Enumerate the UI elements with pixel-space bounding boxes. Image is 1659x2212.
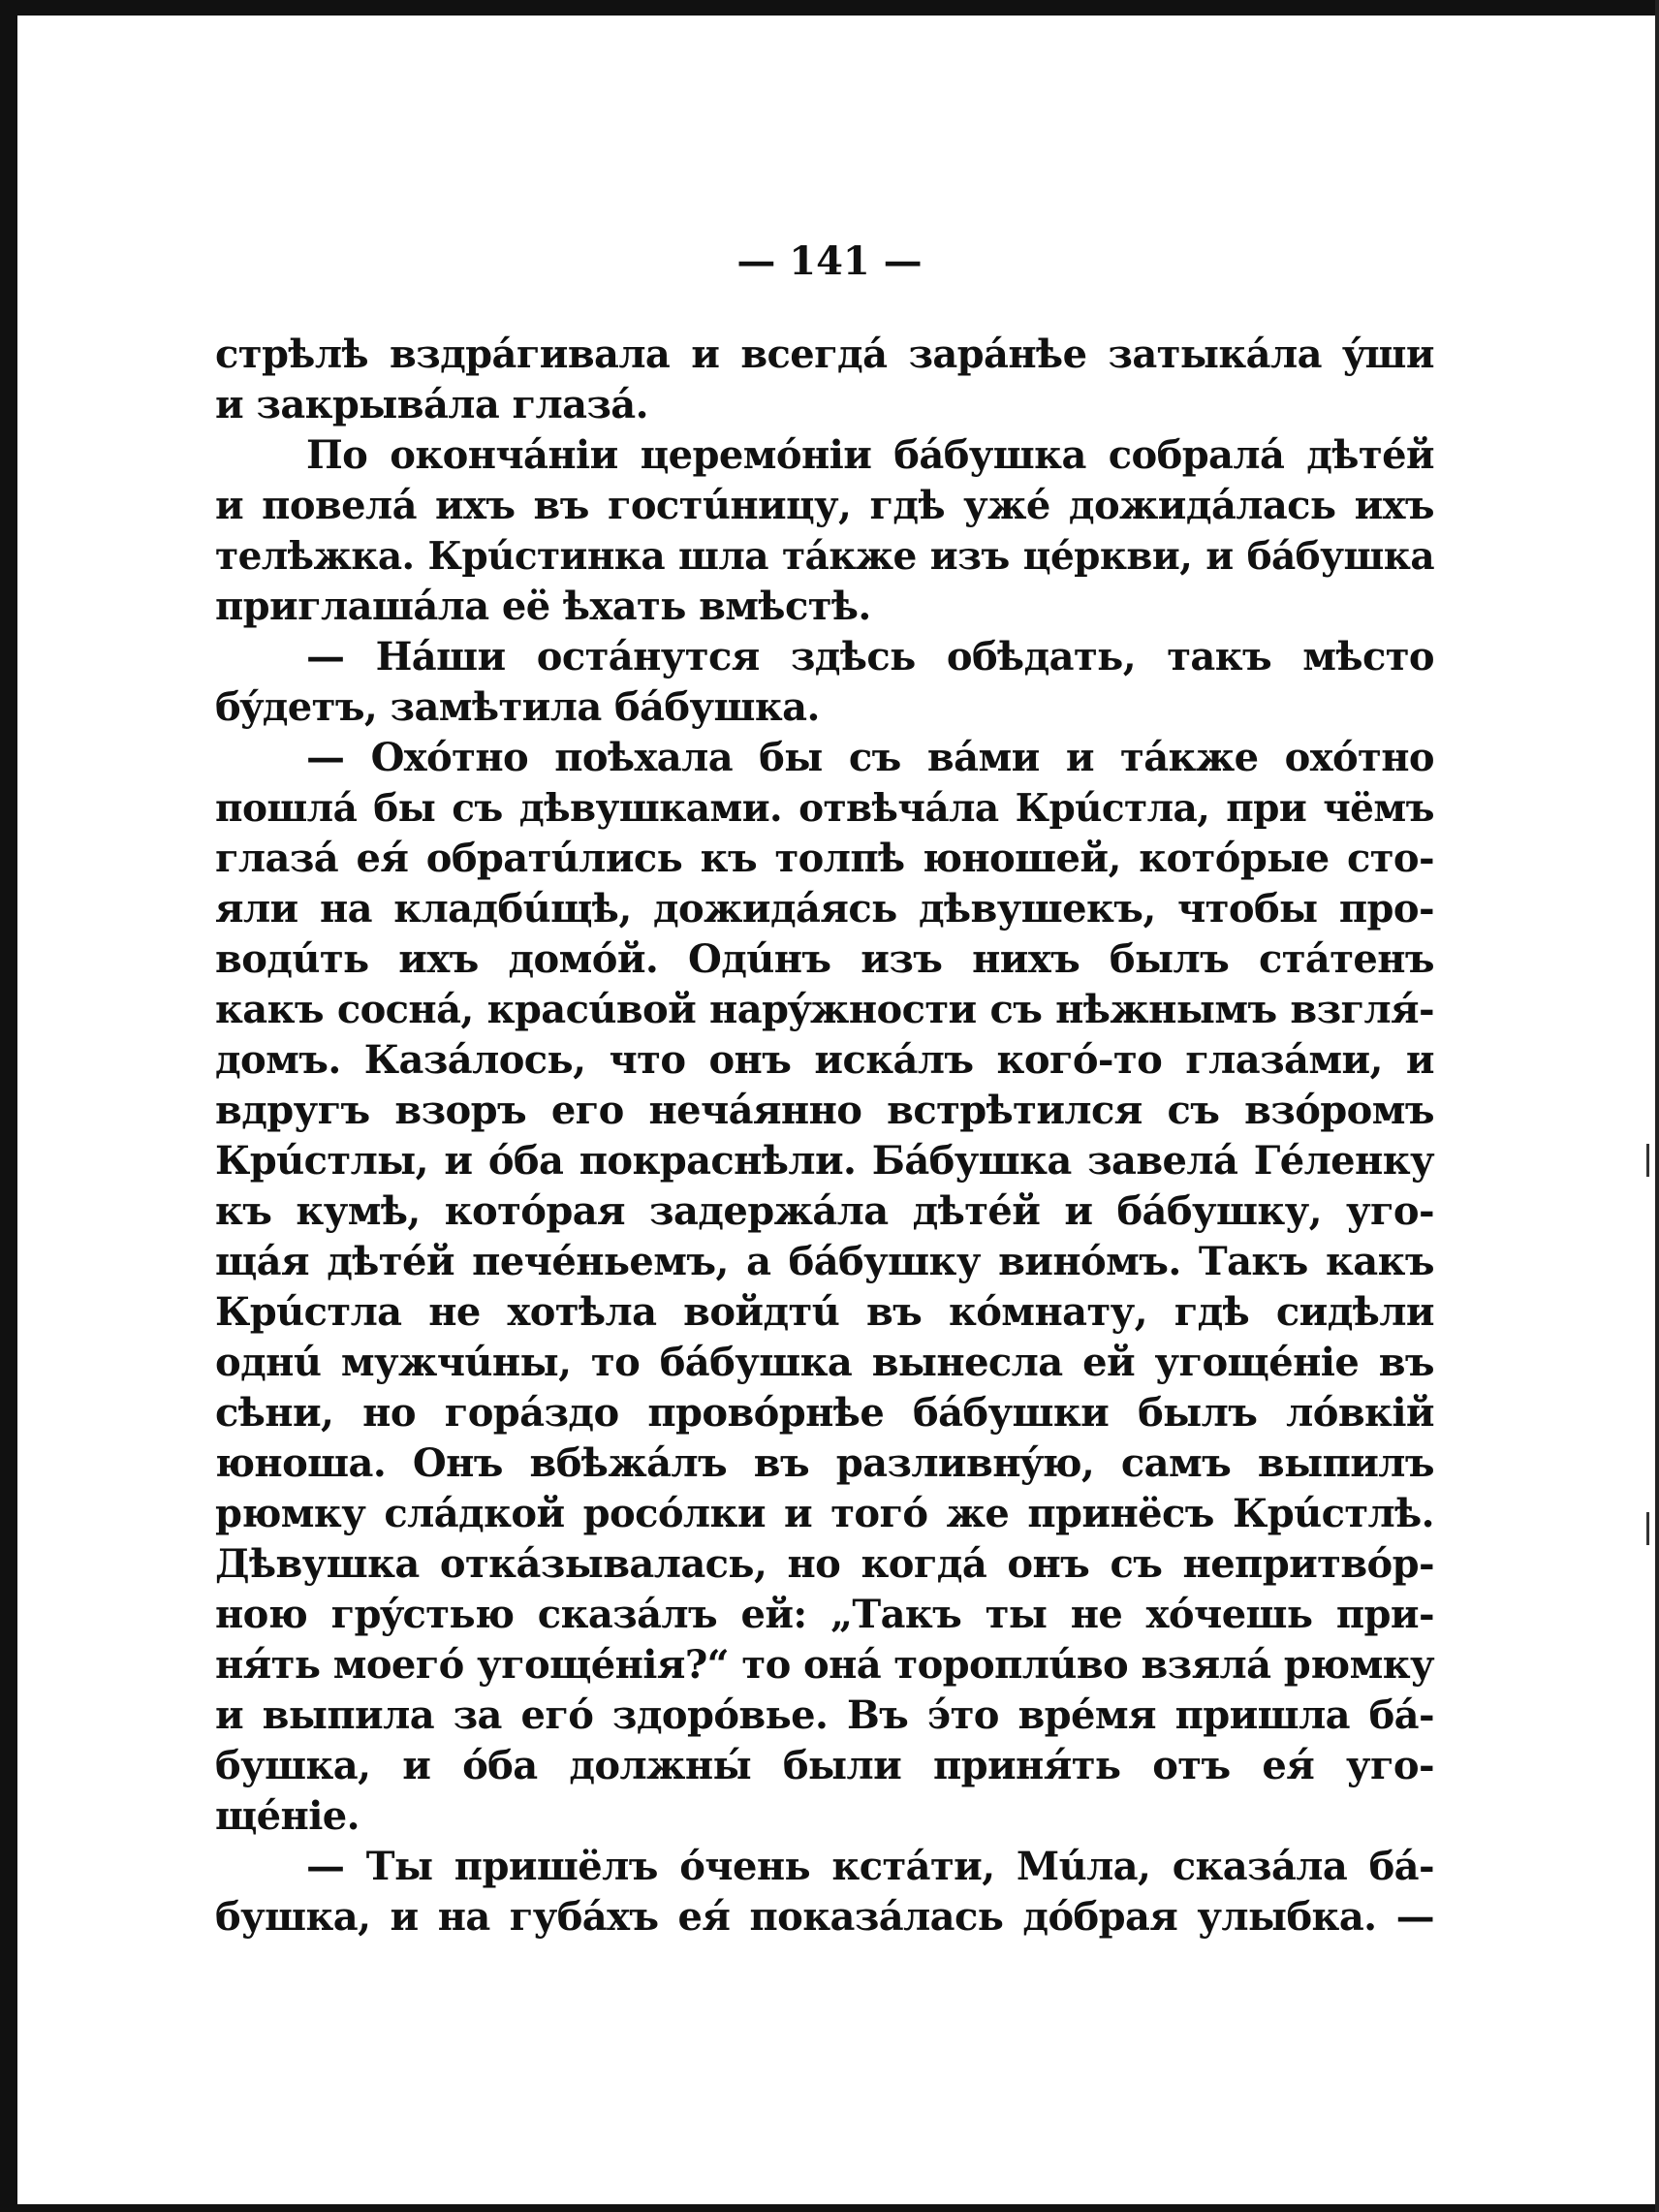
text-line: юноша. Онъ вбѣжáлъ въ разливнýю, самъ выпилъ (215, 1440, 1434, 1486)
text-line: щéніе. (215, 1793, 360, 1839)
text-line: пошлá бы съ дѣвушками. отвѣчáла Крúстла, при чёмъ (215, 786, 1434, 831)
text-line: однú мужчúны, то бáбушка вынесла ей угощéніе въ (215, 1340, 1434, 1385)
page-number: — 141 — (736, 238, 923, 284)
text-line: сѣни, но горáздо провóрнѣе бáбушки былъ лóвкій (215, 1390, 1434, 1436)
scan-border-left (0, 0, 17, 2212)
text-line: — Ты пришёлъ óчень кстáти, Мúла, сказáла бá- (306, 1844, 1434, 1889)
text-line: яли на кладбúщѣ, дожидáясь дѣвушекъ, чтобы про- (215, 886, 1434, 932)
text-line: — Охóтно поѣхала бы съ вáми и тáкже охóтно (306, 735, 1434, 780)
text-line: Крúстлы, и óба покраснѣли. Бáбушка завелá Гéленку (215, 1138, 1434, 1184)
text-line: и закрывáла глазá. (215, 382, 648, 427)
text-line: стрѣлѣ вздрáгивала и всегдá зарáнѣе затыкáла ýши (215, 332, 1434, 377)
text-line: водúть ихъ домóй. Одúнъ изъ нихъ былъ стáтенъ (215, 936, 1434, 982)
scan-speck (1646, 1144, 1649, 1177)
text-line: бýдетъ, замѣтила бáбушка. (215, 684, 820, 730)
text-line: приглашáла её ѣхать вмѣстѣ. (215, 584, 871, 629)
text-line: бушка, и óба должны́ были приня́ть отъ ея́ уго- (215, 1743, 1434, 1788)
text-line: Крúстла не хотѣла войдтú въ кóмнату, гдѣ сидѣли (215, 1289, 1434, 1335)
scan-border-bottom (0, 2204, 1659, 2212)
text-line: и выпила за егó здорóвье. Въ э́то врéмя пришла бá- (215, 1692, 1434, 1738)
scan-border-right (1655, 0, 1659, 2212)
text-line: глазá ея́ обратúлись къ толпѣ юношей, котóрые сто- (215, 836, 1434, 881)
text-line: ня́ть моегó угощéнія?“ то онá тороплúво взялá рюмку (215, 1642, 1435, 1688)
scan-border-top (0, 0, 1659, 16)
text-line: домъ. Казáлось, что онъ искáлъ когó-то глазáми, и (215, 1037, 1434, 1083)
text-line: По окончáніи церемóніи бáбушка собралá дѣтéй (306, 432, 1434, 478)
body-text (215, 330, 1434, 1943)
scan-speck (1646, 1512, 1649, 1545)
text-line: и повелá ихъ въ гостúницу, гдѣ ужé дожидáлась ихъ (215, 483, 1434, 528)
text-line: къ кумѣ, котóрая задержáла дѣтéй и бáбушку, уго- (215, 1188, 1434, 1234)
text-line: какъ соснá, красúвой нарýжности съ нѣжнымъ взгля́- (215, 987, 1434, 1032)
text-line: щáя дѣтéй печéньемъ, а бáбушку винóмъ. Такъ какъ (215, 1239, 1434, 1284)
text-line: — Нáши остáнутся здѣсь обѣдать, такъ мѣсто (306, 634, 1434, 679)
text-line: рюмку слáдкой росóлки и тогó же принёсъ Крúстлѣ. (215, 1491, 1434, 1536)
text-line: ною грýстью сказáлъ ей: „Такъ ты не хóчешь при- (215, 1592, 1434, 1637)
text-line: Дѣвушка откáзывалась, но когдá онъ съ непритвóр- (215, 1541, 1434, 1587)
text-line: телѣжка. Крúстинка шла тáкже изъ цéркви, и бáбушка (215, 534, 1434, 579)
text-line: вдругъ взоръ его нечáянно встрѣтился съ взóромъ (215, 1088, 1434, 1133)
text-line: бушка, и на губáхъ ея́ показáлась дóбрая улыбка. — (215, 1894, 1434, 1940)
